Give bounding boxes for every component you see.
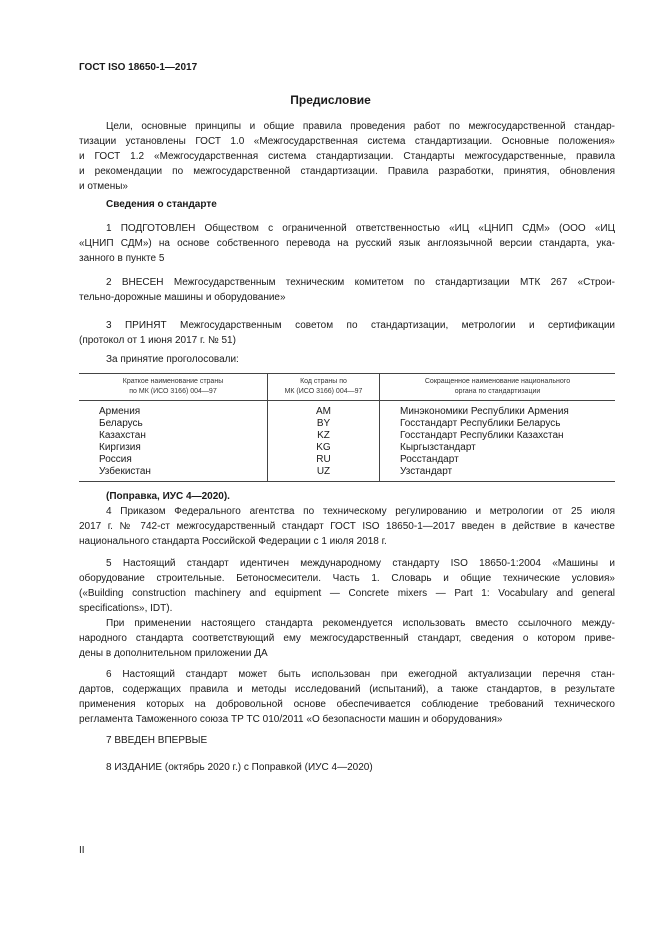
text-line: 2 ВНЕСЕН Межгосударственным техническим комитетом по стандартизации МТК 267 «Строи- (106, 277, 615, 288)
text-line: 5 Настоящий стандарт идентичен международному стандарту ISO 18650-1:2004 «Машины и (106, 558, 615, 569)
country-name: Киргизия (99, 442, 141, 453)
national-body: Госстандарт Республики Казахстан (380, 430, 616, 442)
text-line: Цели, основные принципы и общие правила проведения работ по межгосударственной стандар- (106, 121, 615, 132)
header-country-name: Краткое наименование страны по МК (ИСО 3166) 004—97 (79, 374, 268, 401)
text-line: При применении настоящего стандарта рекомендуется использовать вместо ссылочного между- (106, 618, 615, 629)
country-name: Казахстан (99, 430, 146, 441)
table-row (79, 430, 615, 442)
text-line: регламента Таможенного союза ТР ТС 010/2011 «О безопасности машин и оборудования» (79, 714, 503, 725)
item-5-paragraph (79, 556, 615, 616)
text-line: и рекомендации по межгосударственной стандартизации. Правила разработки, принятия, обновления (79, 166, 615, 177)
country-code: KZ (268, 430, 380, 442)
voted-label (79, 352, 615, 367)
text-line: 8 ИЗДАНИЕ (октябрь 2020 г.) с Поправкой (ИУС 4—2020) (106, 762, 373, 773)
national-body: Кыргызстандарт (380, 442, 616, 454)
text-line: дартов, содержащих правила и методы исследований (испытаний), а также стандартов, в результате (79, 684, 615, 695)
text-line: применения которых на добровольной основе обеспечивается соблюдение требований технического (79, 699, 615, 710)
page-title: Предисловие (290, 93, 371, 107)
item-2-paragraph (79, 275, 615, 305)
item-5-note-paragraph (79, 616, 615, 661)
text-line: 2017 г. № 742-ст межгосударственный стандарт ГОСТ ISO 18650-1—2017 введен в действие в качестве (79, 521, 615, 532)
country-code: AM (268, 401, 380, 419)
table-header-row (79, 374, 615, 401)
section-heading-text: Сведения о стандарте (106, 199, 217, 210)
text-line: 1 ПОДГОТОВЛЕН Обществом с ограниченной ответственностью «ИЦ «ЦНИП СДМ» (ООО «ИЦ (106, 223, 615, 234)
item-7-paragraph (79, 733, 615, 748)
item-3-paragraph (79, 318, 615, 348)
section-heading (79, 197, 615, 212)
text-line: оборудование строительные. Бетоносмесители. Часть 1. Словарь и общие технические условия» (79, 573, 615, 584)
national-body: Росстандарт (380, 454, 616, 466)
table-row (79, 442, 615, 454)
text-line: занного в пункте 5 (79, 253, 165, 264)
country-name: Россия (99, 454, 132, 465)
text-line: (Поправка, ИУС 4—2020). (106, 491, 230, 502)
national-body: Госстандарт Республики Беларусь (380, 418, 616, 430)
national-body: Узстандарт (380, 466, 616, 482)
text-line: 3 ПРИНЯТ Межгосударственным советом по стандартизации, метрологии и сертификации (106, 320, 615, 331)
country-code: UZ (268, 466, 380, 482)
table-row (79, 401, 615, 419)
text-line: («Building construction machinery and equipment — Concrete mixers — Part 1: Vocabulary and general (79, 588, 615, 599)
item-4-paragraph (79, 504, 615, 549)
country-code: BY (268, 418, 380, 430)
text-line: (протокол от 1 июня 2017 г. № 51) (79, 335, 236, 346)
amendment-note (79, 489, 615, 504)
text-line: дены в дополнительном приложении ДА (79, 648, 268, 659)
table-row (79, 418, 615, 430)
header-country-code: Код страны по МК (ИСО 3166) 004—97 (268, 374, 380, 401)
country-name: Беларусь (99, 418, 143, 429)
country-name: Армения (99, 406, 141, 417)
table-row (79, 466, 615, 482)
text-line: «ЦНИП СДМ») на основе собственного перевода на русский язык англоязычной версии стандарта, ука- (79, 238, 615, 249)
intro-paragraph (79, 119, 615, 194)
text-line: 6 Настоящий стандарт может быть использован при ежегодной актуализации перечня стан- (106, 669, 615, 680)
text-line: тизации установлены ГОСТ 1.0 «Межгосударственная система стандартизации. Основные положения» (79, 136, 615, 147)
text-line: народного стандарта соответствующий ему межгосударственный стандарт, сведения о котором приве- (79, 633, 615, 644)
page-number: II (79, 845, 85, 856)
text-line: За принятие проголосовали: (106, 354, 239, 365)
country-code: KG (268, 442, 380, 454)
item-6-paragraph (79, 667, 615, 727)
item-1-paragraph (79, 221, 615, 266)
country-name: Узбекистан (79, 466, 268, 482)
voting-table (79, 373, 615, 482)
text-line: 7 ВВЕДЕН ВПЕРВЫЕ (106, 735, 208, 746)
text-line: национального стандарта Российской Федерации с 1 июля 2018 г. (79, 536, 387, 547)
text-line: тельно-дорожные машины и оборудование» (79, 292, 286, 303)
country-code: RU (268, 454, 380, 466)
item-8-paragraph (79, 760, 615, 775)
text-line: и ГОСТ 1.2 «Межгосударственная система стандартизации. Стандарты межгосударственные, правила (79, 151, 615, 162)
table-row (79, 454, 615, 466)
text-line: 4 Приказом Федерального агентства по техническому регулированию и метрологии от 25 июля (106, 506, 615, 517)
text-line: specifications», IDT). (79, 603, 173, 614)
national-body: Минэкономики Республики Армения (380, 401, 616, 419)
document-code-header: ГОСТ ISO 18650-1—2017 (79, 62, 198, 73)
text-line: и отмены» (79, 181, 128, 192)
header-national-body: Сокращенное наименование национального органа по стандартизации (380, 374, 616, 401)
